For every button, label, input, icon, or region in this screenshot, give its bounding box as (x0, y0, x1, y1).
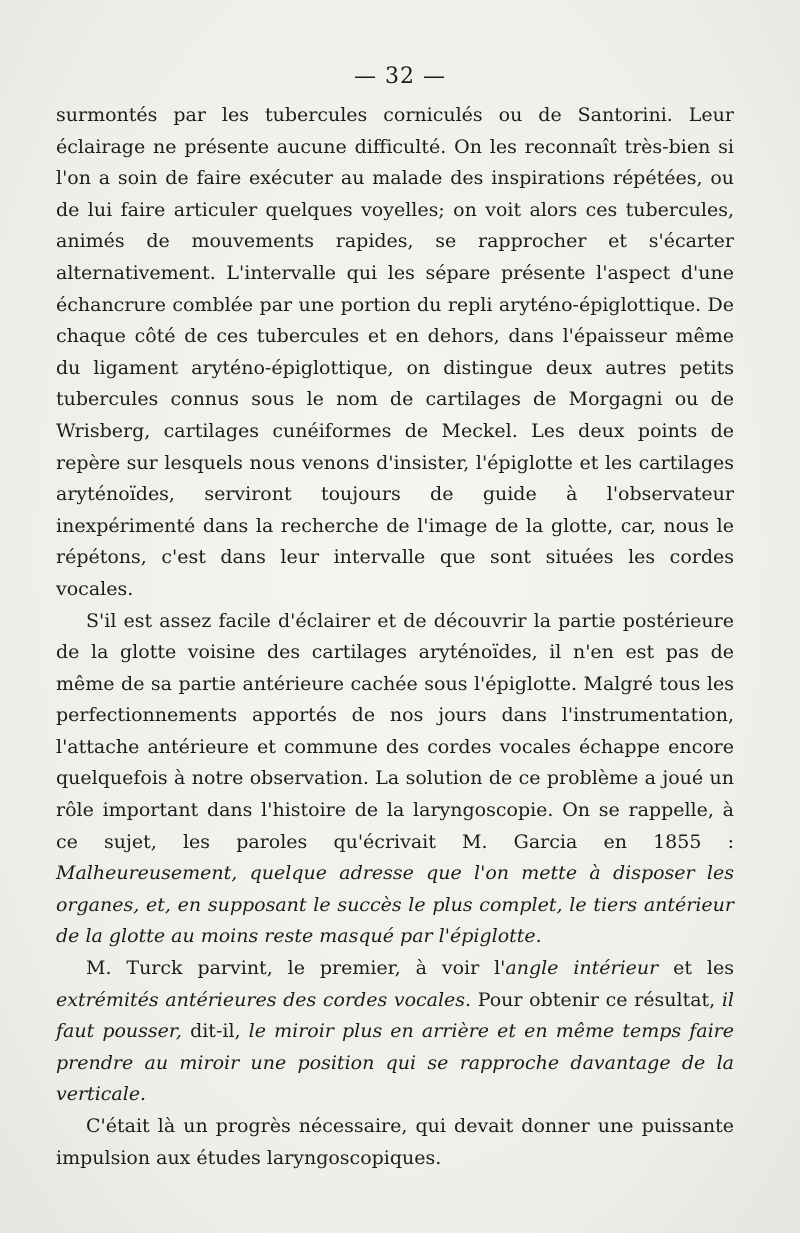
italic-run: il faut pousser, (56, 988, 734, 1043)
italic-run: extrémités antérieures des cordes vocales. (56, 988, 472, 1011)
text-run: S'il est assez facile d'éclairer et de découvrir la partie postérieure de la glotte voisine des cartilages aryténoïdes, il n'en est pas de même de sa partie antérieure cachée sous l'épiglotte. Malgré tous les perfectionnements apportés de nos jours dans l'instrumentation, l'attache antérieure et commune des cordes vocales échappe encore quelquefois à notre observation. La solution de ce problème a joué un rôle important dans l'histoire de la laryngoscopie. On se rappelle, à ce sujet, les paroles qu'écrivait M. Garcia en 1855 : (56, 609, 734, 853)
text-run: et les (658, 957, 734, 980)
paragraph (56, 1111, 734, 1174)
italic-run: angle intérieur (505, 957, 659, 980)
paragraph (56, 953, 734, 1111)
page-number: — 32 — (354, 64, 446, 89)
text-run: dit-il, (181, 1020, 249, 1043)
text-run: M. Turck parvint, le premier, à voir l' (86, 957, 506, 980)
paragraph (56, 606, 734, 954)
quotation-italic: Malheureusement, quelque adresse que l'on mette à disposer les organes, et, en supposant le succès le plus complet, le tiers antérieur de la glotte au moins reste masqué par l'épiglotte. (56, 862, 734, 948)
text-run: C'était là un progrès nécessaire, qui devait donner une puissante impulsion aux études laryngoscopiques. (56, 1115, 734, 1169)
paragraph (56, 100, 734, 606)
text-run: surmontés par les tubercules corniculés ou de Santorini. Leur éclairage ne présente aucune difficulté. On les reconnaît très-bien si l'on a soin de faire exécuter au malade des inspirations répétées, ou de lui faire articuler quelques voyelles; on voit alors ces tubercules, animés de mouvements rapides, se rapprocher et s'écarter alternativement. L'intervalle qui les sépare présente l'aspect d'une échancrure comblée par une portion du repli aryténo-épiglottique. De chaque côté de ces tubercules et en dehors, dans l'épaisseur même du ligament aryténo-épiglottique, on distingue deux autres petits tubercules connus sous le nom de cartilages de Morgagni ou de Wrisberg, cartilages cunéiformes de Meckel. Les deux points de repère sur lesquels nous venons d'insister, l'épiglotte et les cartilages aryténoïdes, serviront toujours de guide à l'observateur inexpérimenté dans la recherche de l'image de la glotte, car, nous le répétons, c'est dans leur intervalle que sont situées les cordes vocales. (56, 104, 734, 600)
italic-run: le miroir plus en arrière et en même temps faire prendre au miroir une position qui se rapproche davantage de la verticale. (56, 1020, 734, 1106)
text-run: Pour obtenir ce résultat, (471, 988, 722, 1011)
body-text (56, 100, 734, 1174)
